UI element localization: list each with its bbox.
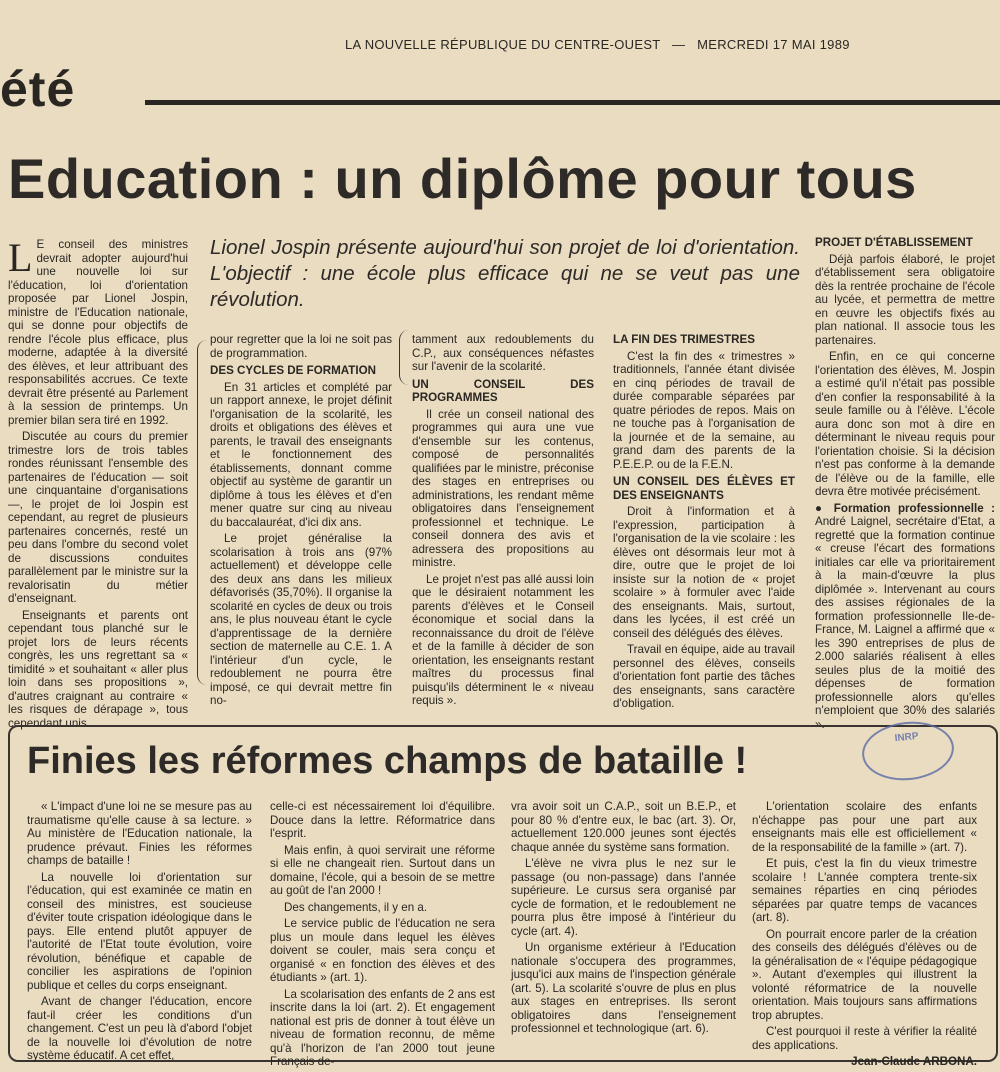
paragraph: tamment aux redoublements du C.P., aux conséquences néfastes sur l'avenir de la scolarité.: [412, 333, 594, 373]
paragraph: L E conseil des ministres devrait adopter aujourd'hui une nouvelle loi sur l'éducation, loi d'orientation proposée par Lionel Jospin, ministre de l'Education nationale, qui se donne pour objectifs de rendre l'école plus efficace, plus moderne, adaptée à la diversité des élèves, et leur attribuant des responsabilités accrues. Ce texte devrait être présenté au Parlement à la session de printemps. Un premier bilan sera tiré en 1992.: [8, 235, 188, 427]
paragraph: ● Formation professionnelle : André Laignel, secrétaire d'Etat, a regretté que la formation continue « creuse l'écart des formations initiales car elle va prioritairement à la main-d'œuvre la plus diplômée ». Intervenant au cours des assises régionales de la formation professionnelle Ile-de-France, M. Laignel a affirmé que « les 390 entreprises de plus de 2.000 salariés réalisent à elles seules plus de la moitié des dépenses de formation professionnelle alors qu'elles n'emploient que 30% des salariés ».: [815, 501, 995, 731]
article-column-1: [8, 235, 188, 733]
lede: Lionel Jospin présente aujourd'hui son projet de loi d'orientation. L'objectif : une école plus efficace qui ne se veut pas une révolution.: [210, 236, 800, 311]
article-column-2: [210, 333, 392, 711]
paragraph: L'élève ne vivra plus le nez sur le passage (ou non-passage) dans l'année supérieure. Le cursus sera organisé par cycle de formation, et le redoublement ne pourra plus être imposé à l'intérieur du cycle (art. 4).: [511, 857, 736, 938]
paragraph: « L'impact d'une loi ne se mesure pas au traumatisme qu'elle cause à sa lecture. » Au ministère de l'Education nationale, la prudence prévaut. Finies les réformes champs de bataille !: [27, 800, 252, 867]
issue-date: MERCREDI 17 MAI 1989: [697, 37, 850, 52]
paragraph: C'est la fin des « trimestres » traditionnels, l'année étant divisée en cinq périodes de travail de durée comparable séparées par quatre périodes de repos. Mais on ne touche pas à l'organisation de la journée et de la semaine, au grand dam des parents de la P.E.E.P. ou de la F.E.N.: [613, 349, 795, 471]
article-column-5: [815, 236, 995, 734]
paragraph: Des changements, il y en a.: [284, 900, 428, 914]
pen-mark: [197, 340, 208, 685]
paragraph: Un organisme extérieur à l'Education nationale s'occupera des programmes, jusqu'ici aux mains de l'inspection générale (art. 5). La scolarité s'ouvre de plus en plus aux stages en entreprises. Ils seront obligatoires dans l'enseignement professionnel et technologique (art. 6).: [511, 941, 736, 1035]
newspaper-name: LA NOUVELLE RÉPUBLIQUE DU CENTRE-OUEST: [345, 37, 661, 52]
paragraph: vra avoir soit un C.A.P., soit un B.E.P., et pour 80 % d'entre eux, le bac (art. 3). Or, actuellement 120.000 jeunes sont éjectés chaque année du système sans formation.: [511, 800, 736, 854]
editorial-title: Finies les réformes champs de bataille !: [27, 740, 748, 782]
paragraph: Le projet n'est pas allé aussi loin que le désiraient notamment les parents d'élèves et le Conseil économique et social dans la reconnaissance du droit de l'élève et de la famille à décider de son orientation, les enseignants restant maîtres du processus final puisqu'ils déterminent le « niveau requis ».: [412, 572, 594, 707]
paragraph: On pourrait encore parler de la création des conseils des délégués d'élèves ou de la généralisation de « l'équipe pédagogique ». Autant d'exemples qui illustrent la volonté réformatrice de la nouvelle orientation. Mais toujours sans affirmations trop abruptes.: [752, 927, 977, 1022]
paragraph: Travail en équipe, aide au travail personnel des élèves, conseils d'orientation font partie des tâches des enseignants, sans caractère d'obligation.: [613, 643, 795, 710]
subheading: LA FIN DES TRIMESTRES: [613, 333, 755, 346]
drop-cap: L: [8, 235, 33, 280]
library-stamp: INRP: [859, 717, 957, 784]
paragraph: Il crée un conseil national des programmes qui aura une vue d'ensemble sur les contenus, composé de personnalités qualifiées par le ministre, préconise des stages en entreprises ou administrations, les rendant même obligatoires dans l'enseignement professionnel et technique. Le conseil donnera des avis et adressera des propositions au ministre.: [412, 407, 594, 569]
subheading: UN CONSEIL DES PROGRAMMES: [412, 377, 594, 404]
paragraph: Droit à l'information et à l'expression, participation à l'organisation de la vie scolaire : les élèves ont désormais leur mot à dire, outre que le projet de loi insiste sur la notion de « projet scolaire » à formuler avec l'aide des enseignants. Mais, surtout, dans les lycées, il est créé un conseil des délégués des élèves.: [613, 505, 796, 640]
paragraph: celle-ci est nécessairement loi d'équilibre. Douce dans la lettre. Réformatrice dans l'esprit.: [270, 800, 495, 840]
paragraph: Le service public de l'éducation ne sera plus un moule dans lequel les élèves doivent se couler, mais sera conçu et organisé « en fonction des élèves et des étudiants » (art. 1).: [270, 917, 495, 984]
section-rule: [145, 100, 1000, 105]
page-header: [345, 37, 905, 52]
subheading: UN CONSEIL DES ÉLÈVES ET DES ENSEIGNANTS: [613, 475, 795, 502]
pen-mark: [399, 330, 410, 385]
subheading: PROJET D'ÉTABLISSEMENT: [815, 236, 973, 249]
paragraph: Avant de changer l'éducation, encore faut-il créer les conditions d'un changement. C'est un peu là d'abord l'objet de la nouvelle loi d'évolution de notre système éducatif. A cet effet,: [27, 995, 252, 1062]
headline: Education : un diplôme pour tous: [8, 147, 917, 210]
paragraph: En 31 articles et complété par un rapport annexe, le projet définit l'organisation de la scolarité, les droits et obligations des élèves et parents, le travail des enseignants et le fonctionnement des établissements, donnant comme objectif au système de garantir un diplôme à tous les élèves et d'en mener quatre sur cinq au niveau du baccalauréat, d'ici dix ans.: [210, 380, 392, 529]
paragraph: Enfin, en ce qui concerne l'orientation des élèves, M. Jospin a estimé qu'il n'était pas possible d'en confier la responsabilité à la seule famille ou à l'élève. L'école aura donc son mot à dire en déterminant le niveau requis pour l'orientation choisie. Si la décision n'est pas conforme à la demande de l'élève ou de la famille, elle devra être motivée précisément.: [815, 350, 995, 498]
article-column-3: [412, 333, 594, 711]
paragraph: C'est pourquoi il reste à vérifier la réalité des applications.: [752, 1025, 977, 1052]
article-column-4: [613, 333, 795, 714]
editorial-column-3: [511, 800, 736, 1039]
author-signature: Jean-Claude ARBONA.: [851, 1055, 977, 1068]
editorial-column-4: [752, 800, 977, 1069]
paragraph: L'orientation scolaire des enfants n'échappe pas pour une part aux enseignants mais elle est officiellement « de la responsabilité de la famille » (art. 7).: [752, 800, 977, 854]
paragraph: Le projet généralise la scolarisation à trois ans (97% actuellement) et développe celle des deux ans dans les milieux défavorisés (35,70%). Il organise la scolarité en cycles de deux ou trois ans, le plus nouveau étant le cycle d'apprentissage de la dernière section de maternelle au C.E. 1. A l'intérieur d'un cycle, le redoublement ne pourra être imposé, ce qui devrait mettre fin no-: [210, 532, 392, 707]
paragraph: La scolarisation des enfants de 2 ans est inscrite dans la loi (art. 2). Et engagement national est pris de donner à tout élève un niveau de formation reconnu, de même qu'à l'horizon de l'an 2000 tout jeune Français de-: [270, 987, 495, 1068]
editorial-column-2: [270, 800, 495, 1072]
paragraph: Déjà parfois élaboré, le projet d'établissement sera obligatoire dès la rentrée prochaine de l'école au lycée, et permettra de mettre en œuvre les objectifs fixés au plan national. Il associe tous les partenaires.: [815, 252, 995, 347]
paragraph: Et puis, c'est la fin du vieux trimestre scolaire ! L'année comptera trente-six semaines réparties en cinq périodes séparées par quatre temps de vacances (art. 8).: [752, 857, 977, 924]
paragraph: Enseignants et parents ont cependant tous planché sur le projet lors de leurs récents congrès, les uns regrettant sa « timidité » et souhaitant « aller plus loin dans ses propositions », d'autres craignant au contraire « les risques de dérapage », tous cependant unis: [8, 608, 188, 730]
header-separator: —: [672, 37, 686, 52]
paragraph: La nouvelle loi d'orientation sur l'éducation, qui est examinée ce matin en conseil des ministres, est soucieuse d'éviter toute crispation idéologique dans le pays. Elle entend plutôt appuyer de l'autorité de l'Etat toute évolution, voire révolution, bénéfique et capable de concilier les aspirations de l'opinion publique et celles du corps enseignant.: [27, 870, 252, 992]
editorial-column-1: [27, 800, 252, 1066]
paragraph: Mais enfin, à quoi servirait une réforme si elle ne changeait rien. Surtout dans un domaine, l'école, qui a besoin de se mettre au goût de l'an 2000 !: [270, 843, 495, 897]
paragraph: Discutée au cours du premier trimestre lors de trois tables rondes réunissant l'ensemble des partenaires de l'éducation — soit une cinquantaine d'organisations —, le projet de loi Jospin est cependant, au regret de plusieurs partenaires concernés, resté un peu dans l'ombre du second volet de discussions conduites parallèlement par le ministre sur la revalorisatin du métier d'enseignant.: [8, 430, 188, 605]
inline-heading: ● Formation professionnelle :: [815, 501, 995, 515]
subheading: DES CYCLES DE FORMATION: [210, 364, 376, 377]
paragraph: pour regretter que la loi ne soit pas de programmation.: [210, 333, 392, 360]
section-title: été: [0, 61, 76, 117]
